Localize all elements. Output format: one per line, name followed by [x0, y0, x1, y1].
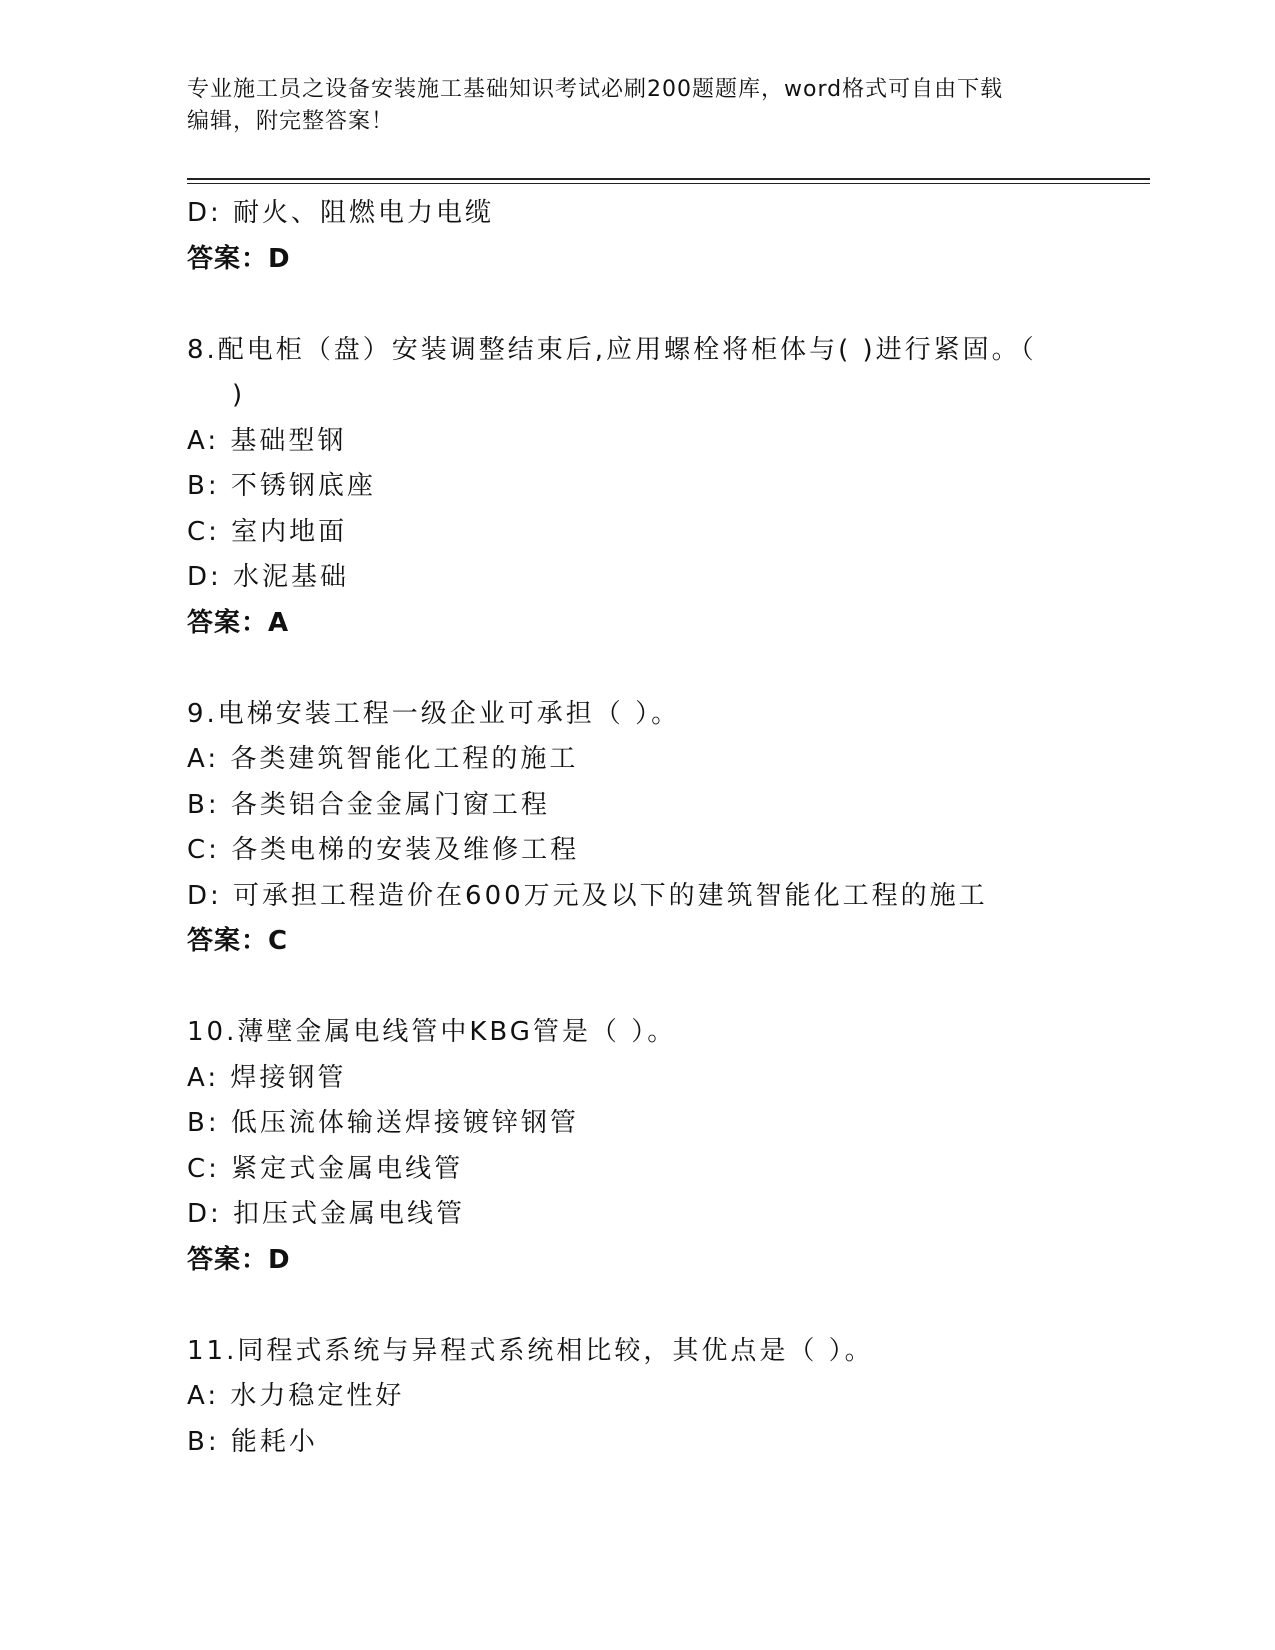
option-d: D: 耐火、阻燃电力电缆: [187, 198, 495, 228]
answer-line: 答案：D: [187, 1244, 291, 1275]
header-title-line-2: 编辑，附完整答案！: [187, 109, 395, 134]
option-a: A: 各类建筑智能化工程的施工: [187, 744, 579, 774]
option-b: B: 能耗小: [187, 1426, 318, 1457]
option-b: B: 低压流体输送焊接镀锌钢管: [187, 1108, 579, 1138]
option-c: C: 紧定式金属电线管: [187, 1153, 464, 1184]
answer-line: 答案：A: [187, 607, 290, 638]
option-a: A: 基础型钢: [187, 425, 347, 456]
option-d: D: 水泥基础: [187, 562, 350, 592]
spacer: [187, 965, 1087, 1011]
question-9: [187, 692, 1087, 965]
question-8: [187, 328, 1087, 647]
spacer: [187, 1283, 1087, 1329]
spacer: [187, 646, 1087, 692]
option-c: C: 各类电梯的安装及维修工程: [187, 835, 580, 865]
option-a: A: 焊接钢管: [187, 1062, 347, 1093]
header-divider-thick: [187, 178, 1150, 180]
document-header: [187, 74, 1087, 138]
question-stem: 8.配电柜（盘）安装调整结束后,应用螺栓将柜体与( )进行紧固。（: [187, 334, 1037, 365]
answer-line: 答案：D: [187, 243, 291, 274]
question-7-tail: [187, 191, 1087, 282]
question-stem: 10.薄壁金属电线管中KBG管是（ ）。: [187, 1017, 677, 1047]
option-b: B: 不锈钢底座: [187, 471, 376, 501]
header-title-line-1: 专业施工员之设备安装施工基础知识考试必刷200题题库，word格式可自由下载: [187, 77, 1004, 102]
option-a: A: 水力稳定性好: [187, 1381, 405, 1411]
option-c: C: 室内地面: [187, 516, 348, 547]
spacer: [187, 282, 1087, 328]
question-11: [187, 1329, 1087, 1466]
question-stem-continuation: ): [232, 380, 246, 410]
question-stem: 11.同程式系统与异程式系统相比较，其优点是（ ）。: [187, 1335, 874, 1366]
header-divider-thin: [187, 183, 1150, 184]
question-stem: 9.电梯安装工程一级企业可承担（ ）。: [187, 698, 681, 729]
option-b: B: 各类铝合金金属门窗工程: [187, 789, 550, 820]
option-d: D: 可承担工程造价在600万元及以下的建筑智能化工程的施工: [187, 880, 988, 911]
answer-line: 答案：C: [187, 926, 289, 956]
header-divider: [187, 178, 1150, 184]
question-list: [187, 191, 1087, 1465]
question-10: [187, 1010, 1087, 1283]
option-d: D: 扣压式金属电线管: [187, 1199, 466, 1229]
